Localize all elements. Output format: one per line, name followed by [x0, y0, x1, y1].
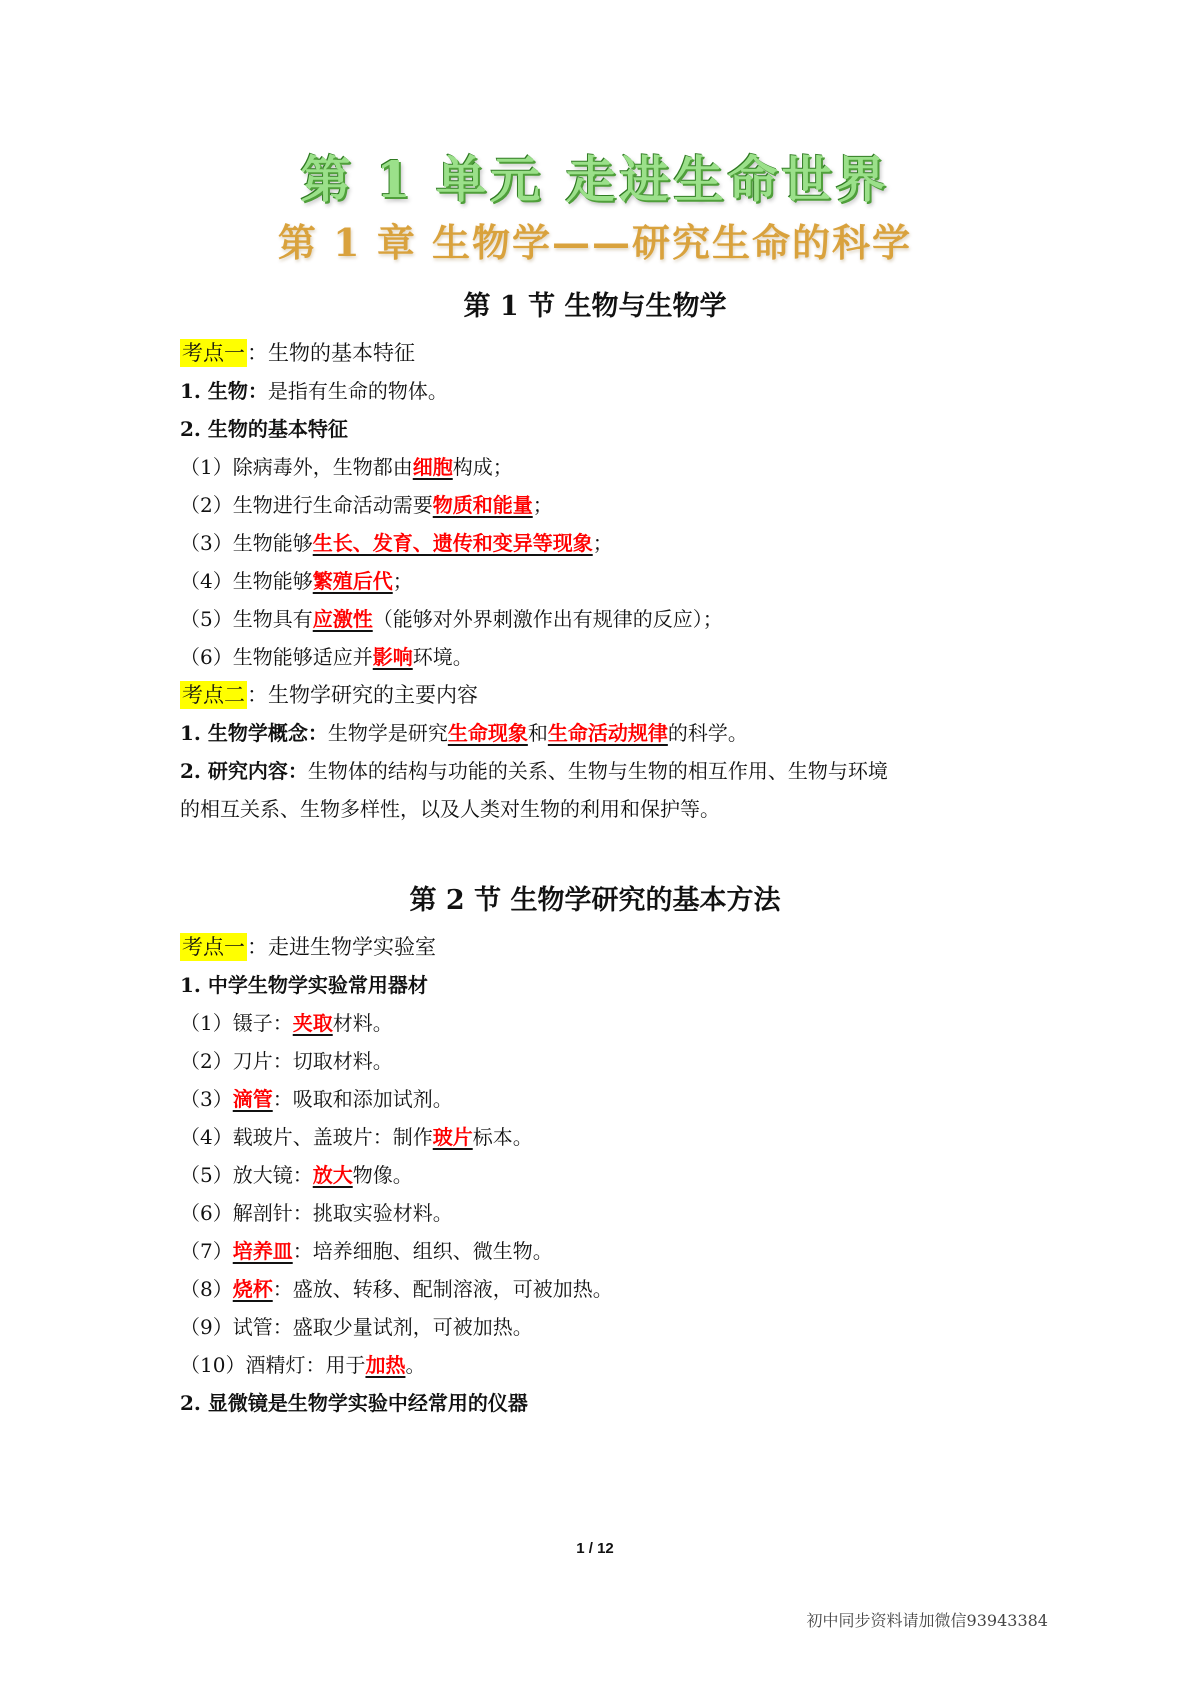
key-term: 应激性 [312, 607, 373, 631]
key-point-text: 走进生物学实验室 [268, 935, 436, 959]
key-term: 烧杯 [232, 1277, 273, 1301]
key-term: 生长、发育、遗传和变异等现象 [312, 531, 593, 555]
item-text: （9）试管：盛取少量试剂，可被加热。 [180, 1315, 533, 1339]
key-point-label: 考点一 [182, 935, 245, 959]
concept-text: 生物学是研究 [327, 721, 448, 745]
item-text: ； [592, 531, 613, 555]
concept-line [180, 718, 748, 748]
item-text: （3） [180, 1087, 233, 1111]
item-text: ：培养细胞、组织、微生物。 [292, 1239, 553, 1263]
list-item [180, 452, 513, 482]
subheading-text: 2. 显微镜是生物学实验中经常用的仪器 [180, 1391, 528, 1415]
subheading-text: 1. 中学生物学实验常用器材 [180, 973, 428, 997]
term-label: 1. 生物： [180, 379, 268, 403]
key-term: 放大 [312, 1163, 353, 1187]
key-point-heading [180, 932, 436, 962]
chapter-title: 第 1 章 生物学——研究生命的科学 [277, 220, 913, 265]
key-term: 加热 [365, 1353, 406, 1377]
item-text: 物像。 [352, 1163, 413, 1187]
item-text: （2）生物进行生命活动需要 [180, 493, 433, 517]
key-term: 影响 [372, 645, 413, 669]
item-text: ； [392, 569, 413, 593]
subheading [180, 1388, 528, 1418]
key-term: 培养皿 [232, 1239, 293, 1263]
key-term: 细胞 [412, 455, 453, 479]
list-item [180, 490, 553, 520]
key-term: 夹取 [292, 1011, 333, 1035]
content-text: 生物体的结构与功能的关系、生物与生物的相互作用、生物与环境 [307, 759, 888, 783]
list-item [180, 1236, 553, 1266]
key-term: 生命活动规律 [547, 721, 668, 745]
list-item [180, 528, 613, 558]
subheading [180, 970, 428, 1000]
key-point-label: 考点一 [182, 341, 245, 365]
item-text: 环境。 [412, 645, 473, 669]
item-text: （7） [180, 1239, 233, 1263]
list-item [180, 1274, 613, 1304]
item-text: （5）放大镜： [180, 1163, 313, 1187]
key-point-separator: ： [247, 935, 268, 959]
subheading [180, 414, 348, 444]
content-line [180, 756, 888, 786]
list-item [180, 1008, 393, 1038]
page-number: 1 / 12 [576, 1540, 614, 1557]
list-item [180, 1160, 413, 1190]
unit-title: 第 1 单元 走进生命世界 [300, 150, 890, 209]
list-item [180, 604, 723, 634]
key-term: 滴管 [232, 1087, 273, 1111]
key-point-text: 生物的基本特征 [268, 341, 415, 365]
definition-text: 是指有生命的物体。 [267, 379, 448, 403]
item-text: （6）解剖针：挑取实验材料。 [180, 1201, 453, 1225]
list-item [180, 566, 413, 596]
list-item [180, 1122, 533, 1152]
list-item [180, 642, 473, 672]
definition-line [180, 376, 448, 406]
subheading-text: 2. 生物的基本特征 [180, 417, 348, 441]
key-point-text: 生物学研究的主要内容 [268, 683, 478, 707]
content-line-continued [180, 794, 720, 824]
list-item [180, 1350, 425, 1380]
item-text: （4）载玻片、盖玻片：制作 [180, 1125, 433, 1149]
key-term: 物质和能量 [432, 493, 533, 517]
item-text: （8） [180, 1277, 233, 1301]
list-item [180, 1198, 453, 1228]
section-title-1: 第 1 节 生物与生物学 [463, 291, 727, 322]
item-text: （1）除病毒外，生物都由 [180, 455, 413, 479]
item-text: （3）生物能够 [180, 531, 313, 555]
item-text: ； [532, 493, 553, 517]
list-item [180, 1046, 393, 1076]
key-point-heading [180, 680, 478, 710]
concept-text: 的科学。 [667, 721, 748, 745]
item-text: 。 [405, 1353, 426, 1377]
list-item [180, 1312, 533, 1342]
item-text: 材料。 [332, 1011, 393, 1035]
term-label: 1. 生物学概念： [180, 721, 328, 745]
key-point-separator: ： [247, 683, 268, 707]
item-text: ：盛放、转移、配制溶液，可被加热。 [272, 1277, 613, 1301]
list-item [180, 1084, 453, 1114]
footer-note: 初中同步资料请加微信93943384 [806, 1611, 1048, 1630]
item-text: 构成； [452, 455, 513, 479]
key-point-separator: ： [247, 341, 268, 365]
key-point-heading [180, 338, 415, 368]
content-text: 的相互关系、生物多样性，以及人类对生物的利用和保护等。 [180, 797, 720, 821]
key-term: 生命现象 [447, 721, 528, 745]
item-text: （6）生物能够适应并 [180, 645, 373, 669]
term-label: 2. 研究内容： [180, 759, 308, 783]
item-text: （4）生物能够 [180, 569, 313, 593]
item-text: （能够对外界刺激作出有规律的反应）； [372, 607, 723, 631]
item-text: （1）镊子： [180, 1011, 293, 1035]
key-term: 玻片 [432, 1125, 473, 1149]
item-text: （5）生物具有 [180, 607, 313, 631]
item-text: ：吸取和添加试剂。 [272, 1087, 453, 1111]
item-text: 标本。 [472, 1125, 533, 1149]
key-term: 繁殖后代 [312, 569, 393, 593]
item-text: （2）刀片：切取材料。 [180, 1049, 393, 1073]
section-title-2: 第 2 节 生物学研究的基本方法 [409, 885, 781, 916]
item-text: （10）酒精灯：用于 [180, 1353, 366, 1377]
concept-text: 和 [527, 721, 548, 745]
key-point-label: 考点二 [182, 683, 245, 707]
